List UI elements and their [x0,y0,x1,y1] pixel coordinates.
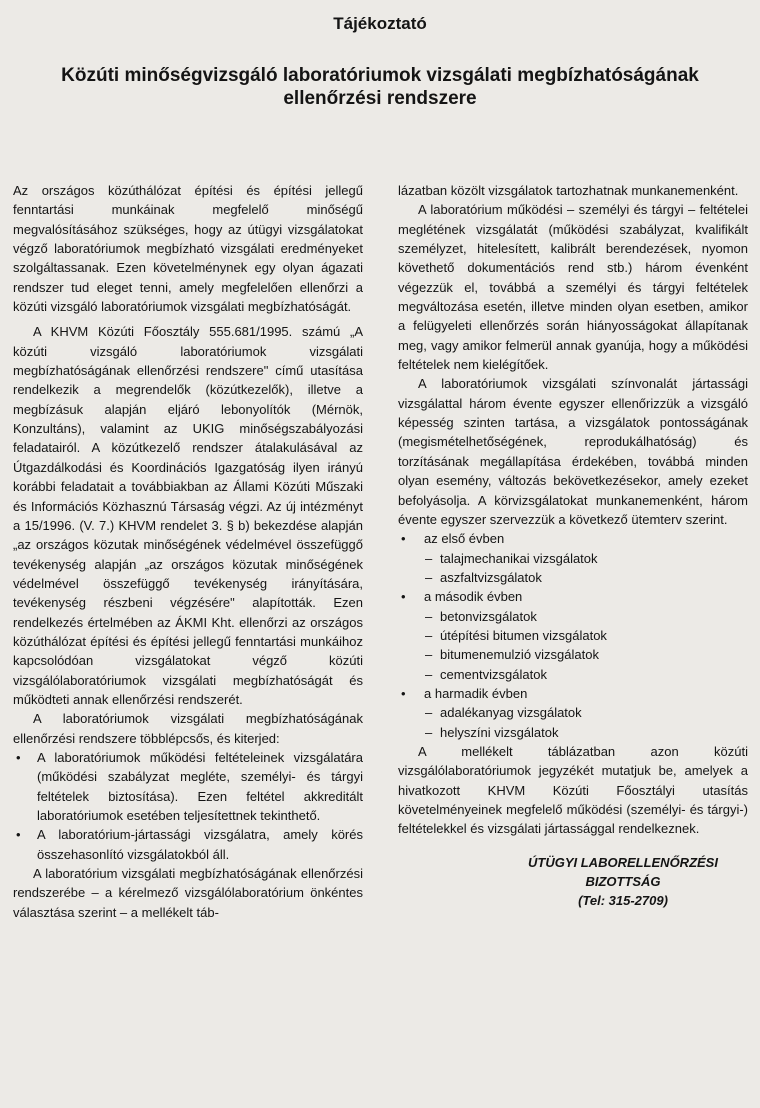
document-kicker: Tájékoztató [333,14,427,33]
schedule-year-label: a harmadik évben [424,685,528,701]
right-paragraph-1: lázatban közölt vizsgálatok tartozhatnak munkanemenként. [398,183,739,198]
list-item: – aszfaltvizsgálatok [398,568,748,587]
left-paragraph-1: Az országos közúthálózat építési és építési jellegű fenntartási munkáinak megfelelő minőségű megvalósításához szükséges, hogy az útügyi vizsgálatokat végző laboratóriumok megbízható vizsgálati eredményeket szolgáltassanak. Ezen követelménynek egy olyan ágazati rendszer tud eleget tenni, amely megfelelően ellenőrzi a közúti vizsgáló laboratóriumok vizsgálati megbízhatóságát. [13,183,363,315]
schedule-year [398,529,748,548]
right-paragraph-2: A laboratórium működési – személyi és tárgyi – feltételei meglétének vizsgálatát (működési szabályzat, kvalifikált személyzet, hitelesített, kalibrált berendezések, nyomon követhető dokumentációs rend stb.) három évenként végezzük el, továbbá a személyi és tárgyi feltételek megváltozása esetén, illetve minden olyan esetben, amikor a felügyeleti ellenőrzés során hiányosságokat állapítanak meg, vagy amikor felmerül annak gyanúja, hogy a működési feltételek nem kielégítőek. [398,202,748,373]
list-item: – talajmechanikai vizsgálatok [398,549,748,568]
right-paragraph-4: A mellékelt táblázatban azon közúti vizsgálólaboratóriumok jegyzékét mutatjuk be, amelyek a hivatkozott KHVM Közúti Főosztályi utasítás követelményeinek megfelelő működési (személyi- és tárgyi-) feltételekkel és vizsgálati jártassággal rendelkeznek. [398,743,748,837]
list-item: – betonvizsgálatok [398,607,748,626]
list-item: – bitumenemulzió vizsgálatok [398,645,748,664]
schedule-year-label: az első évben [424,531,505,547]
signature-block [498,853,748,910]
list-item: – helyszíni vizsgálatok [398,723,748,742]
scope-list [13,748,363,864]
signature-phone: (Tel: 315-2709) [578,892,668,908]
schedule-items [398,607,748,684]
left-paragraph-4: A laboratórium vizsgálati megbízhatóságának ellenőrzési rendszerébe – a kérelmező vizsgálólaboratórium önkéntes választása szerint – a mellékelt táb- [13,866,363,920]
left-paragraph-3: A laboratóriumok vizsgálati megbízhatóságának ellenőrzési rendszere többlépcsős, és kiterjed: [13,711,363,746]
list-item: • A laboratóriumok működési feltételeinek vizsgálatára (működési szabályzat megléte, személyi- és tárgyi feltételek biztosítása). Ezen feltétel akkreditált laboratóriumok esetében teljesítettnek tekinthető. [13,748,363,825]
schedule-items [398,703,748,742]
list-item: – adalékanyag vizsgálatok [398,703,748,722]
schedule-year-label: a második évben [424,589,523,605]
signature-line-2: BIZOTTSÁG [585,873,661,889]
left-paragraph-2: A KHVM Közúti Főosztály 555.681/1995. számú „A közúti vizsgáló laboratóriumok vizsgálati megbízhatóságának ellenőrzési rendszere" című utasítása rendelkezik a megrendelők (közútkezelők), illetve a megbízásuk alapján eljáró lebonyolítók (Mérnök, Konzultáns), valamint az UKIG minőségszabályozási feladatairól. A közútkezelő rendszer átalakulásával az Útgazdálkodási és Koordinációs Igazgatóság ilyen irányú korábbi feladatait a továbbiakban az Állami Közúti Műszaki és Információs Közhasznú Társaság végzi. Az új intézményt a 15/1996. (V. 7.) KHVM rendelet 3. § b) bekezdése alapján „az országos közutak minőségének védelmével összefüggő tevékenység alapján „az országos közutak minőségének védelmével összefüggő tevékenység irányítására, tevékenység részbeni végzésére" alapították. Ezen rendelkezés értelmében az ÁKMI Kht. ellenőrzi az országos közúthálózat építési és építési jellegű fenntartási munkáihoz kapcsolódóan vizsgálatokat végző közúti vizsgálólaboratóriumok vizsgálati megbízhatóságát és működteti annak ellenőrzési rendszerét. [13,324,363,707]
schedule-list [398,684,748,703]
schedule-list [398,587,748,606]
list-item: • A laboratórium-jártassági vizsgálatra, amely körés összehasonlító vizsgálatokból áll. [13,825,363,864]
document-title: Közúti minőségvizsgáló laboratóriumok vizsgálati megbízhatóságának ellenőrzési rendszere [61,65,699,109]
schedule-year [398,684,748,703]
left-column [13,181,363,922]
list-item: – cementvizsgálatok [398,665,748,684]
right-paragraph-3: A laboratóriumok vizsgálati színvonalát jártassági vizsgálattal három évente egyszer ellenőrizzük a vizsgáló képesség szinten tartása, a vizsgálatok pontosságának (megismételhetőségének, reprodukálhatóság) és torzításának megállapítása érdekében, továbbá minden olyan esemény, változás bekövetkezésekor, amely ezeket befolyásolja. A körvizsgálatokat munkanemenként, három évente egyszer szervezzük a következő ütemterv szerint. [398,376,748,527]
schedule-items [398,549,748,588]
schedule-year [398,587,748,606]
schedule-list [398,529,748,548]
right-column [398,181,748,910]
signature-line-1: ÚTÜGYI LABORELLENŐRZÉSI [528,854,718,870]
list-item: – útépítési bitumen vizsgálatok [398,626,748,645]
